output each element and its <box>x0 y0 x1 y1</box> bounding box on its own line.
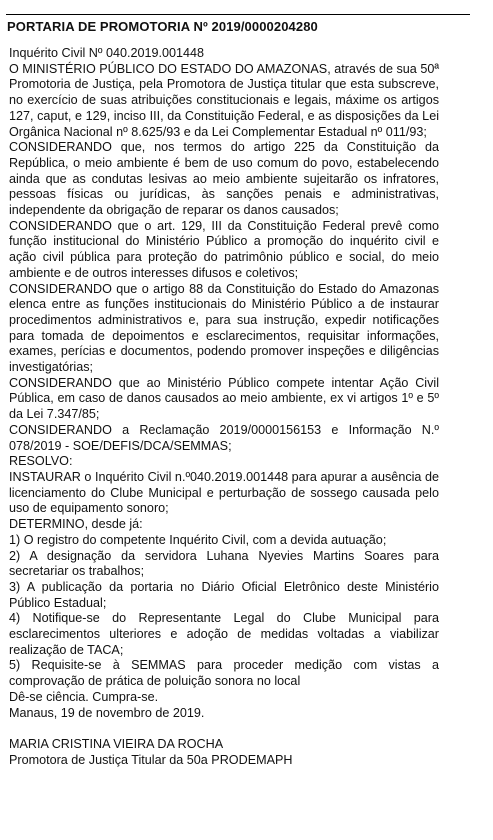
inquiry-number: Inquérito Civil Nº 040.2019.001448 <box>9 46 205 60</box>
list-item-2: 2) A designação da servidora Luhana Nyevies Martins Soares para secretariar os trabalhos; <box>9 548 439 579</box>
spacer <box>9 721 439 737</box>
list-item-4: 4) Notifique-se do Representante Legal do Clube Municipal para esclarecimentos ulteriores e adoção de medidas voltadas a viabilizar realização de TACA; <box>9 611 439 657</box>
list-item-3: 3) A publicação da portaria no Diário Oficial Eletrônico deste Ministério Público Estadual; <box>9 579 439 610</box>
document-body <box>9 46 439 768</box>
instaurar-paragraph: INSTAURAR o Inquérito Civil n.º040.2019.001448 para apurar a ausência de licenciamento do Clube Municipal e perturbação de sossego causada pelo uso de equipamento sonoro; <box>9 469 439 516</box>
considerando-paragraph-3: CONSIDERANDO que o artigo 88 da Constituição do Estado do Amazonas elenca entre as funções institucionais do Ministério Público a de instaurar procedimentos administrativos e, para sua instrução, expedir notificações para tomada de depoimentos e esclarecimentos, requisitar informações, exames, perícias e documentos, podendo promover inspeções e diligências investigatórias; <box>9 281 439 375</box>
place-date: Manaus, 19 de novembro de 2019. <box>9 705 205 720</box>
preamble-paragraph: O MINISTÉRIO PÚBLICO DO ESTADO DO AMAZONAS, através de sua 50ª Promotoria de Justiça, pela Promotora de Justiça titular que esta subscreve, no exercício de suas atribuições constitucionais e legais, máxime os artigos 127, caput, e 129, inciso III, da Constituição Federal, e as disposições da Lei Orgânica Nacional nº 8.625/93 e da Lei Complementar Estadual nº 011/93; <box>9 61 439 139</box>
list-item-5: 5) Requisite-se à SEMMAS para proceder medição com vistas a comprovação de prática de poluição sonora no local <box>9 658 439 689</box>
considerando-paragraph-5: CONSIDERANDO a Reclamação 2019/0000156153 e Informação N.º 078/2019 - SOE/DEFIS/DCA/SEMMAS; <box>9 422 439 453</box>
top-divider <box>6 14 470 15</box>
list-item-1: 1) O registro do competente Inquérito Civil, com a devida autuação; <box>9 532 387 547</box>
considerando-paragraph-4: CONSIDERANDO que ao Ministério Público compete intentar Ação Civil Pública, em caso de danos causados ao meio ambiente, ex vi artigos 1º e 5º da Lei 7.347/85; <box>9 375 439 422</box>
signature-role: Promotora de Justiça Titular da 50a PRODEMAPH <box>9 752 293 767</box>
considerando-paragraph-1: CONSIDERANDO que, nos termos do artigo 225 da Constituição da República, o meio ambiente é bem de uso comum do povo, estabelecendo ainda que as condutas lesivas ao meio ambiente sujeitarão os infratores, pessoas físicas ou jurídicas, às sanções penais e administrativas, independente da obrigação de reparar os danos causados; <box>9 140 439 218</box>
closing-line: Dê-se ciência. Cumpra-se. <box>9 689 159 704</box>
resolvo-heading: RESOLVO: <box>9 454 73 469</box>
determino-heading: DETERMINO, desde já: <box>9 517 143 532</box>
considerando-paragraph-2: CONSIDERANDO que o art. 129, III da Constituição Federal prevê como função institucional do Ministério Público a promoção do inquérito civil e ação civil pública para proteção do patrimônio público e social, do meio ambiente e de outros interesses difusos e coletivos; <box>9 218 439 280</box>
signature-name: MARIA CRISTINA VIEIRA DA ROCHA <box>9 736 224 751</box>
document-title: PORTARIA DE PROMOTORIA Nº 2019/0000204280 <box>7 19 318 34</box>
